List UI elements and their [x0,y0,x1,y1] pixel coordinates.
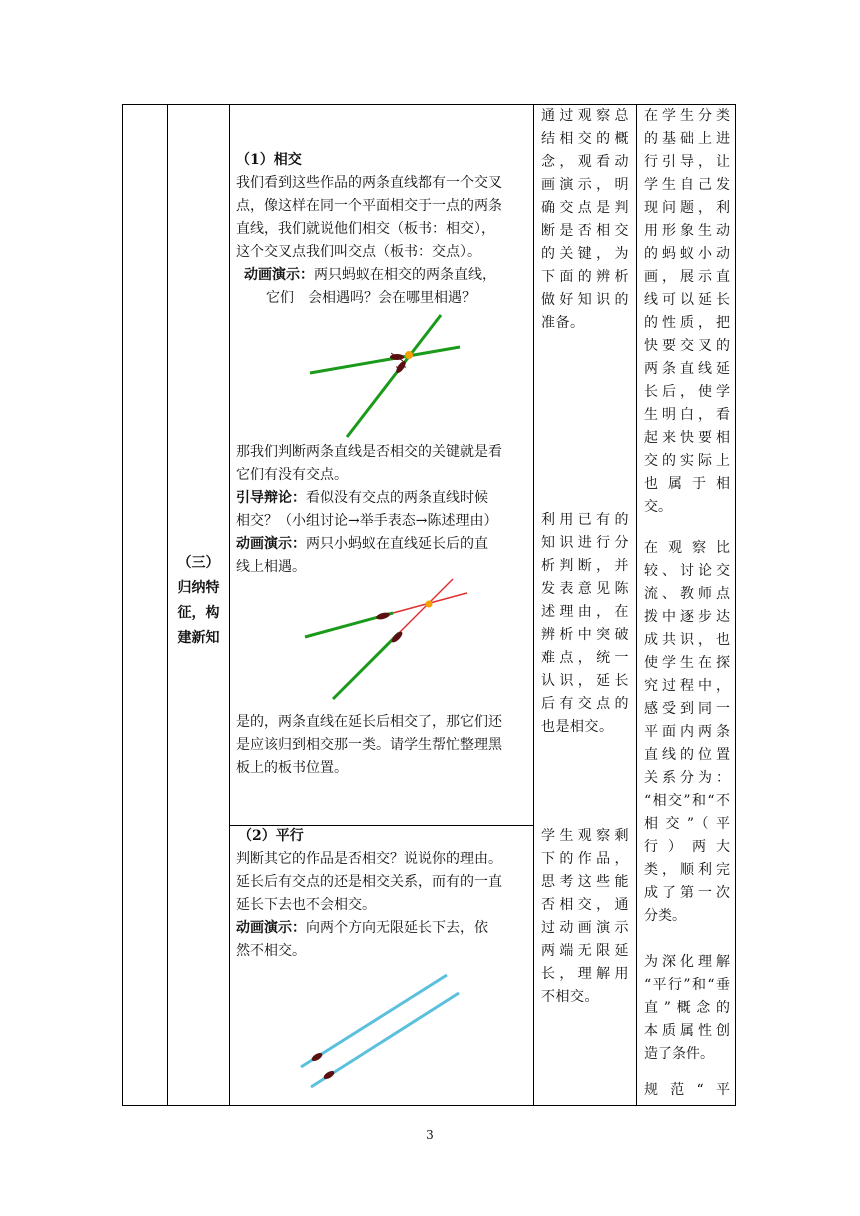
part1-heading: （1）相交 [236,152,302,168]
col4-line: 关系分为： [644,770,730,786]
col3-line: 发表意见陈 [541,581,629,597]
col4-line: 究过程中， [644,678,730,694]
section-title-line: 征，构 [177,605,220,621]
col4-block2 [644,537,730,928]
col3-line: 下的作品， [541,851,629,867]
part2-text [236,825,531,963]
intersecting-lines-figure [303,311,463,439]
col3-line: 后有交点的 [541,696,629,712]
col4-line: 成共识，也 [644,632,730,648]
col4-line: 的性质，把 [644,315,730,331]
page-number: 3 [426,1128,434,1142]
col3-line: 断是否相交 [541,223,629,239]
col4-line: 分类。 [644,908,686,924]
part1-intro-line: 我们看到这些作品的两条直线都有一个交叉 [236,175,502,191]
guide-label: 引导辩论： [236,490,306,506]
col3-line: 准备。 [541,315,585,331]
col4-line: 长后，使学 [644,384,730,400]
col4-line: 使学生在探 [644,655,730,671]
col4-line: 较、讨论交 [644,563,730,579]
col4-line: 的蚂蚁小动 [644,246,730,262]
judge-line: 它们有没有交点。 [236,467,348,483]
animation3-text: 向两个方向无限延长下去，依 [306,920,488,936]
col4-line: 交的实际上 [644,453,730,469]
col4-line: 成了第一次 [644,885,730,901]
col3-block3 [541,825,629,1009]
intersection-point [405,351,413,359]
extended-lines-figure [303,579,473,705]
col4-block1 [644,105,730,519]
conclusion-line: 是的，两条直线在延长后相交了，那它们还 [236,714,502,730]
part1-intro-line: 点，像这样在同一个平面相交于一点的两条 [236,198,502,214]
section-title-line: 归纳特 [177,580,220,596]
col4-line: 用形象生动 [644,223,730,239]
guide-text: 看似没有交点的两条直线时候 [306,490,488,506]
part2-heading: （2）平行 [238,828,304,844]
col4-line: 的基础上进 [644,131,730,147]
col4-line: 线可以延长 [644,292,730,308]
section-number: （三） [177,555,220,571]
col3-line: 念，观看动 [541,154,629,170]
col4-block3 [644,951,730,1066]
animation1-line [236,264,531,287]
blue-line-a [301,975,447,1067]
col3-line: 确交点是判 [541,200,629,216]
col3-line: 辨析中突破 [541,627,629,643]
col4-line: 画，展示直 [644,269,730,285]
col4-line: 流、教师点 [644,586,730,602]
col3-line: 过动画演示 [541,920,629,936]
col4-line: 两条直线延 [644,361,730,377]
col3-block2 [541,509,629,739]
col4-line: 类，顺利完 [644,862,730,878]
col3-line: 析判断，并 [541,558,629,574]
column-divider [636,105,637,1105]
col3-line: 述理由，在 [541,604,629,620]
part2-line: 判断其它的作品是否相交？说说你的理由。 [236,851,502,867]
col4-line: 造了条件。 [644,1046,714,1062]
part1-intro-line: 这个交叉点我们叫交点（板书：交点）。 [236,244,481,260]
column-divider [229,105,230,1105]
col4-block4 [644,1079,730,1102]
col4-line: 学生自己发 [644,177,730,193]
col3-line: 否相交，通 [541,897,629,913]
col3-line: 不相交。 [541,989,599,1005]
column-divider [533,105,534,1105]
animation2-text: 两只小蚂蚁在直线延长后的直 [306,536,488,552]
col4-line: 拨中逐步达 [644,609,730,625]
guide-text-cont: 相交？（小组讨论→举手表态→陈述理由） [236,513,498,529]
col3-line: 认识，延长 [541,673,629,689]
section-label [168,551,229,651]
col4-line: 交。 [644,499,672,515]
col3-line: 画演示，明 [541,177,629,193]
col4-line: 本质属性创 [644,1023,730,1039]
col4-line: “平行”和“垂 [644,977,730,993]
section-title-line: 建新知 [177,630,220,646]
col4-line: 直线的位置 [644,747,730,763]
green-line-a [310,347,460,373]
animation1-text: 两只蚂蚁在相交的两条直线， [314,267,496,283]
parallel-lines-figure [299,971,463,1089]
green-segment-b [333,633,399,699]
conclusion-line: 是应该归到相交那一类。请学生帮忙整理黑 [236,737,502,753]
col4-line: 平面内两条 [644,724,730,740]
col3-line: 利用已有的 [541,512,629,528]
conclusion-line: 板上的板书位置。 [236,760,348,776]
green-line-b [347,315,441,437]
part1-text-bottom [236,711,531,780]
col4-line: 规范“平 [644,1082,730,1098]
part1-text-top [236,149,531,310]
ant-icon [375,611,390,620]
intersection-point [426,601,433,608]
col4-line: 也属于相 [644,476,730,492]
col3-line: 两端无限延 [541,943,629,959]
col4-line: 行）两大 [644,839,730,855]
col4-line: 直”概念的 [644,1000,730,1016]
col4-line: 在学生分类 [644,108,730,124]
col3-line: 通过观察总 [541,108,629,124]
animation1-text-cont: 它们 会相遇吗？会在哪里相遇？ [266,290,476,306]
animation3-label: 动画演示： [236,920,306,936]
part2-line: 延长下去也不会相交。 [236,897,376,913]
col3-line: 学生观察剩 [541,828,629,844]
col3-line: 的关键，为 [541,246,629,262]
col3-block1 [541,105,629,335]
col3-line: 知识进行分 [541,535,629,551]
animation2-label: 动画演示： [236,536,306,552]
part1-text-mid [236,441,531,579]
col3-line: 难点，统一 [541,650,629,666]
judge-line: 那我们判断两条直线是否相交的关键就是看 [236,444,502,460]
col4-line: 现问题，利 [644,200,730,216]
col3-line: 思考这些能 [541,874,629,890]
animation3-text-cont: 然不相交。 [236,943,306,959]
animation2-text-cont: 线上相遇。 [236,559,306,575]
col4-line: 相交”（平 [644,816,730,832]
col4-line: 起来快要相 [644,430,730,446]
col3-line: 下面的辨析 [541,269,629,285]
lesson-table [122,104,736,1106]
col3-line: 也是相交。 [541,719,614,735]
col4-line: 在观察比 [644,540,730,556]
col3-line: 长，理解用 [541,966,629,982]
ant-icon [390,630,404,644]
col4-line: 为深化理解 [644,954,730,970]
animation1-label: 动画演示： [244,267,314,283]
part1-intro-line: 直线，我们就说他们相交（板书：相交）， [236,221,495,237]
col4-line: 快要交叉的 [644,338,730,354]
col3-line: 结相交的概 [541,131,629,147]
col4-line: 行引导，让 [644,154,730,170]
red-extension-b [399,579,453,633]
col4-line: 感受到同一 [644,701,730,717]
col4-line: 生明白，看 [644,407,730,423]
part2-line: 延长后有交点的还是相交关系，而有的一直 [236,874,502,890]
col3-line: 做好知识的 [541,292,629,308]
col4-line: “相交”和“不 [644,793,730,809]
